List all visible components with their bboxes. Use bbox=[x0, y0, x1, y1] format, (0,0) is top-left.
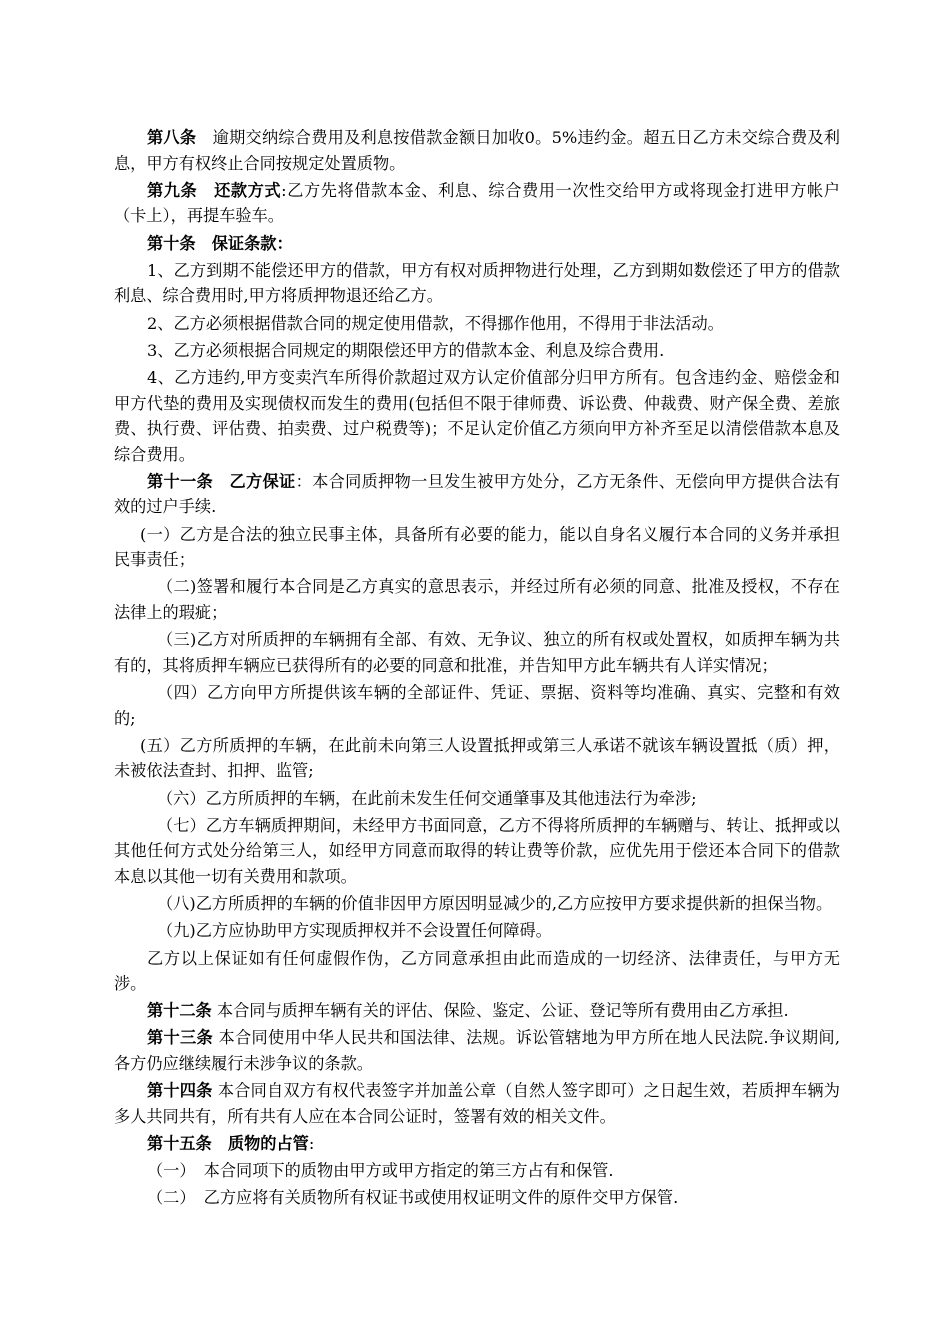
clause-item bbox=[114, 365, 840, 467]
article-text: ：本合同质押物一旦发生被甲方处分，乙方无条件、无偿向甲方提供合法有效的过户手续. bbox=[114, 471, 841, 517]
clause-text: 乙方以上保证如有任何虚假作伪，乙方同意承担由此而造成的一切经济、法律责任，与甲方无涉。 bbox=[114, 948, 840, 994]
article-14 bbox=[114, 1078, 840, 1129]
clause-item bbox=[114, 258, 840, 309]
article-10 bbox=[114, 231, 840, 257]
clause-item bbox=[114, 1158, 840, 1184]
article-heading: 第十条 保证条款： bbox=[147, 233, 293, 253]
clause-item bbox=[114, 311, 840, 337]
article-text: 本合同使用中华人民共和国法律、法规。诉讼管辖地为甲方所在地人民法院.争议期间,各方仍应继续履行未涉争议的条款。 bbox=[114, 1028, 841, 1074]
clause-text: (五）乙方所质押的车辆，在此前未向第三人设置抵押或第三人承诺不就该车辆设置抵（质）押，未被依法查封、扣押、监管; bbox=[114, 735, 840, 781]
contract-page bbox=[114, 125, 840, 1213]
clause-item bbox=[114, 891, 840, 917]
article-heading: 第十一条 乙方保证 bbox=[147, 471, 296, 491]
article-text: 本合同与质押车辆有关的评估、保险、鉴定、公证、登记等所有费用由乙方承担. bbox=[211, 1001, 789, 1021]
article-11 bbox=[114, 469, 840, 520]
clause-item bbox=[114, 522, 840, 573]
article-text: :乙方先将借款本金、利息、综合费用一次性交给甲方或将现金打进甲方帐户（卡上），再提车验车。 bbox=[114, 180, 840, 226]
clause-item bbox=[114, 1185, 840, 1211]
clause-text: （一） 本合同项下的质物由甲方或甲方指定的第三方占有和保管. bbox=[147, 1161, 614, 1181]
clause-item bbox=[114, 918, 840, 944]
article-heading: 第九条 还款方式 bbox=[147, 180, 282, 200]
article-heading: 第十五条 质物的占管 bbox=[147, 1134, 309, 1154]
article-8 bbox=[114, 125, 840, 176]
clause-item bbox=[114, 733, 840, 784]
clause-item bbox=[114, 786, 840, 812]
clause-text: （二)签署和履行本合同是乙方真实的意思表示，并经过所有必须的同意、批准及授权，不存在法律上的瑕疵； bbox=[114, 577, 840, 623]
article-heading: 第十四条 bbox=[147, 1081, 213, 1101]
article-text: : bbox=[308, 1134, 315, 1154]
clause-item bbox=[114, 574, 840, 625]
clause-text: 4、乙方违约,甲方变卖汽车所得价款超过双方认定价值部分归甲方所有。包含违约金、赔偿金和甲方代垫的费用及实现债权而发生的费用(包括但不限于律师费、诉讼费、仲裁费、财产保全费、差旅费、执行费、评估费、拍卖费、过户税费等)；不足认定价值乙方须向甲方补齐至足以清偿借款本息及综合费用。 bbox=[114, 367, 840, 464]
clause-text: （九)乙方应协助甲方实现质押权并不会设置任何障碍。 bbox=[157, 921, 552, 941]
clause-text: 2、乙方必须根据借款合同的规定使用借款，不得挪作他用，不得用于非法活动。 bbox=[147, 313, 724, 333]
article-12 bbox=[114, 998, 840, 1024]
article-15 bbox=[114, 1131, 840, 1157]
clause-text: 1、乙方到期不能偿还甲方的借款，甲方有权对质押物进行处理，乙方到期如数偿还了甲方的借款利息、综合费用时,甲方将质押物退还给乙方。 bbox=[114, 260, 840, 306]
clause-text: （三)乙方对所质押的车辆拥有全部、有效、无争议、独立的所有权或处置权，如质押车辆为共有的，其将质押车辆应已获得所有的必要的同意和批准，并告知甲方此车辆共有人详实情况； bbox=[114, 630, 840, 675]
article-heading: 第十三条 bbox=[147, 1028, 214, 1048]
clause-item bbox=[114, 946, 840, 997]
article-9 bbox=[114, 178, 840, 229]
clause-text: （六）乙方所质押的车辆，在此前未发生任何交通肇事及其他违法行为牵涉; bbox=[157, 788, 697, 808]
clause-text: （八)乙方所质押的车辆的价值非因甲方原因明显减少的,乙方应按甲方要求提供新的担保当物。 bbox=[157, 894, 833, 914]
article-text: 本合同自双方有权代表签字并加盖公章（自然人签字即可）之日起生效，若质押车辆为多人共同共有，所有共有人应在本合同公证时，签署有效的相关文件。 bbox=[114, 1081, 840, 1126]
article-13 bbox=[114, 1025, 840, 1076]
clause-item bbox=[114, 627, 840, 678]
clause-item bbox=[114, 813, 840, 890]
clause-text: (一）乙方是合法的独立民事主体，具备所有必要的能力，能以自身名义履行本合同的义务并承担民事责任； bbox=[114, 524, 840, 570]
clause-text: 3、乙方必须根据合同规定的期限偿还甲方的借款本金、利息及综合费用. bbox=[147, 340, 665, 360]
article-heading: 第十二条 bbox=[147, 1001, 212, 1021]
clause-item bbox=[114, 338, 840, 364]
clause-text: （四）乙方向甲方所提供该车辆的全部证件、凭证、票据、资料等均准确、真实、完整和有效的; bbox=[114, 683, 840, 728]
article-heading: 第八条 bbox=[147, 128, 197, 147]
article-text: 逾期交纳综合费用及利息按借款金额日加收0。5%违约金。超五日乙方未交综合费及利息，甲方有权终止合同按规定处置质物。 bbox=[114, 128, 840, 173]
clause-item bbox=[114, 680, 840, 731]
clause-text: （二） 乙方应将有关质物所有权证书或使用权证明文件的原件交甲方保管. bbox=[147, 1188, 679, 1208]
clause-text: （七）乙方车辆质押期间，未经甲方书面同意，乙方不得将所质押的车辆赠与、转让、抵押或以其他任何方式处分给第三人，如经甲方同意而取得的转让费等价款，应优先用于偿还本合同下的借款本息以其他一切有关费用和款项。 bbox=[114, 815, 840, 886]
